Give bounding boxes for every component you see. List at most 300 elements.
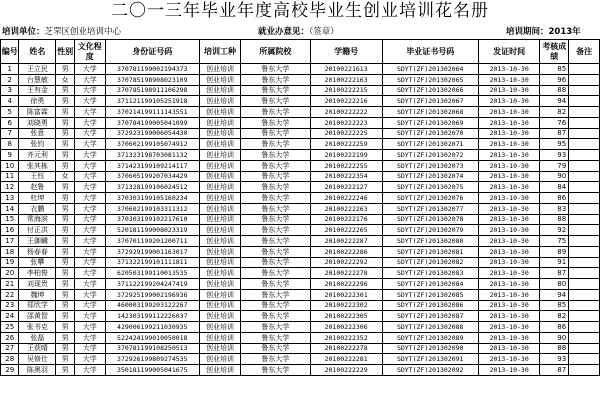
row-school-cell: 鲁东大学 xyxy=(240,332,310,343)
row-id-number-cell: 372929199001163017 xyxy=(105,246,199,257)
row-issue-date-cell: 2013-10-30 xyxy=(478,365,540,376)
row-id-number-cell: 371323198703081132 xyxy=(105,150,199,161)
row-id-number-cell: 620503199110013535 xyxy=(105,268,199,279)
table-row xyxy=(1,365,600,376)
row-name-cell: 赵鲁 xyxy=(19,182,56,193)
row-id-number-cell: 370602199105074912 xyxy=(105,139,199,150)
row-training-type-cell: 创业培训 xyxy=(199,74,240,85)
row-school-cell: 鲁东大学 xyxy=(240,128,310,139)
row-training-type-cell: 创业培训 xyxy=(199,225,240,236)
row-gender-cell: 男 xyxy=(56,160,74,171)
row-education-cell: 大学 xyxy=(74,225,105,236)
row-name-cell: 常海滨 xyxy=(19,214,56,225)
row-score-cell: 91 xyxy=(540,257,569,268)
row-school-cell: 鲁东大学 xyxy=(240,117,310,128)
row-training-type-cell: 创业培训 xyxy=(199,246,240,257)
row-certificate-number-cell: SDYT(ZF)201302079 xyxy=(382,225,478,236)
row-id-number-cell: 429006199211030935 xyxy=(105,322,199,333)
row-issue-date-cell: 2013-10-30 xyxy=(478,64,540,75)
row-score-cell: 87 xyxy=(540,128,569,139)
row-school-cell: 鲁东大学 xyxy=(240,322,310,333)
row-training-type-cell: 创业培训 xyxy=(199,139,240,150)
table-row xyxy=(1,354,600,365)
row-id-number-cell: 372926199809274535 xyxy=(105,354,199,365)
table-row xyxy=(1,64,600,75)
col-gender-header: 性别 xyxy=(56,40,74,64)
row-remarks-cell xyxy=(569,300,600,311)
row-issue-date-cell: 2013-10-30 xyxy=(478,139,540,150)
col-certificate-number-header: 毕业证书号码 xyxy=(382,40,478,64)
row-student-number-cell: 20100222225 xyxy=(310,128,382,139)
training-period-value: 2013年 xyxy=(548,27,581,37)
row-student-number-cell: 20100222163 xyxy=(310,74,382,85)
row-name-cell: 台慧敏 xyxy=(19,74,56,85)
row-certificate-number-cell: SDYT(ZF)201302065 xyxy=(382,74,478,85)
row-gender-cell: 男 xyxy=(56,257,74,268)
row-certificate-number-cell: SDYT(ZF)201302069 xyxy=(382,117,478,128)
row-id-cell: 5 xyxy=(1,107,19,118)
row-school-cell: 鲁东大学 xyxy=(240,365,310,376)
row-certificate-number-cell: SDYT(ZF)201302080 xyxy=(382,236,478,247)
col-training-type-header: 培训工种 xyxy=(199,40,240,64)
row-name-cell: 徐勇 xyxy=(19,96,56,107)
row-student-number-cell: 20100222278 xyxy=(310,268,382,279)
row-certificate-number-cell: SDYT(ZF)201302081 xyxy=(382,246,478,257)
row-score-cell: 87 xyxy=(540,268,569,279)
row-gender-cell: 男 xyxy=(56,203,74,214)
table-row xyxy=(1,171,600,182)
row-gender-cell: 男 xyxy=(56,332,74,343)
row-score-cell: 90 xyxy=(540,171,569,182)
row-education-cell: 大学 xyxy=(74,96,105,107)
row-name-cell: 王立民 xyxy=(19,64,56,75)
row-education-cell: 大学 xyxy=(74,214,105,225)
row-student-number-cell: 20100222286 xyxy=(310,246,382,257)
row-education-cell: 大学 xyxy=(74,311,105,322)
training-unit-label: 培训单位： xyxy=(2,27,45,37)
col-id-header: 编号 xyxy=(1,40,19,64)
table-row xyxy=(1,96,600,107)
row-score-cell: 88 xyxy=(540,343,569,354)
roster-table xyxy=(0,39,600,376)
row-id-number-cell: 372925199002196936 xyxy=(105,289,199,300)
row-gender-cell: 男 xyxy=(56,107,74,118)
row-certificate-number-cell: SDYT(ZF)201302071 xyxy=(382,139,478,150)
row-issue-date-cell: 2013-10-30 xyxy=(478,300,540,311)
employment-office-value: （签章） xyxy=(309,27,339,37)
row-training-type-cell: 创业培训 xyxy=(199,332,240,343)
row-remarks-cell xyxy=(569,193,600,204)
training-unit-value: 芝罘区创业培训中心 xyxy=(44,27,122,37)
row-training-type-cell: 创业培训 xyxy=(199,96,240,107)
row-name-cell: 张攀 xyxy=(19,257,56,268)
row-id-cell: 8 xyxy=(1,139,19,150)
row-school-cell: 鲁东大学 xyxy=(240,150,310,161)
row-id-cell: 13 xyxy=(1,193,19,204)
row-school-cell: 鲁东大学 xyxy=(240,193,310,204)
table-row xyxy=(1,182,600,193)
row-certificate-number-cell: SDYT(ZF)201302073 xyxy=(382,160,478,171)
row-remarks-cell xyxy=(569,289,600,300)
row-name-cell: 李柏俊 xyxy=(19,268,56,279)
row-name-cell: 郑欣学 xyxy=(19,300,56,311)
row-education-cell: 大学 xyxy=(74,354,105,365)
training-unit xyxy=(2,25,121,39)
row-school-cell: 鲁东大学 xyxy=(240,246,310,257)
row-id-cell: 1 xyxy=(1,64,19,75)
row-certificate-number-cell: SDYT(ZF)201302087 xyxy=(382,311,478,322)
row-id-number-cell: 370303199105160234 xyxy=(105,193,199,204)
row-score-cell: 92 xyxy=(540,225,569,236)
row-training-type-cell: 创业培训 xyxy=(199,311,240,322)
table-row xyxy=(1,236,600,247)
row-school-cell: 鲁东大学 xyxy=(240,268,310,279)
row-id-cell: 15 xyxy=(1,214,19,225)
row-issue-date-cell: 2013-10-30 xyxy=(478,236,540,247)
row-score-cell: 96 xyxy=(540,74,569,85)
row-student-number-cell: 20100222296 xyxy=(310,279,382,290)
row-gender-cell: 男 xyxy=(56,236,74,247)
row-certificate-number-cell: SDYT(ZF)201302067 xyxy=(382,96,478,107)
row-score-cell: 84 xyxy=(540,182,569,193)
table-row xyxy=(1,300,600,311)
row-gender-cell: 男 xyxy=(56,365,74,376)
training-period xyxy=(506,25,581,39)
row-id-number-cell: 142303199112226037 xyxy=(105,311,199,322)
row-score-cell: 83 xyxy=(540,203,569,214)
col-score-header: 考核成绩 xyxy=(540,40,569,64)
row-score-cell: 86 xyxy=(540,193,569,204)
row-gender-cell: 男 xyxy=(56,64,74,75)
row-training-type-cell: 创业培训 xyxy=(199,171,240,182)
table-row xyxy=(1,150,600,161)
row-gender-cell: 男 xyxy=(56,268,74,279)
row-id-cell: 11 xyxy=(1,171,19,182)
row-remarks-cell xyxy=(569,171,600,182)
row-remarks-cell xyxy=(569,322,600,333)
row-gender-cell: 女 xyxy=(56,171,74,182)
row-certificate-number-cell: SDYT(ZF)201302077 xyxy=(382,203,478,214)
row-id-number-cell: 370781199108250513 xyxy=(105,343,199,354)
row-issue-date-cell: 2013-10-30 xyxy=(478,343,540,354)
row-training-type-cell: 创业培训 xyxy=(199,182,240,193)
row-issue-date-cell: 2013-10-30 xyxy=(478,128,540,139)
row-school-cell: 鲁东大学 xyxy=(240,160,310,171)
col-id-number-header: 身份证号码 xyxy=(105,40,199,64)
row-education-cell: 大学 xyxy=(74,322,105,333)
table-row xyxy=(1,322,600,333)
row-id-number-cell: 372923199006054430 xyxy=(105,128,199,139)
row-id-number-cell: 370303199102217610 xyxy=(105,214,199,225)
row-score-cell: 76 xyxy=(540,117,569,128)
row-certificate-number-cell: SDYT(ZF)201302090 xyxy=(382,343,478,354)
employment-office-opinion xyxy=(258,25,339,39)
row-issue-date-cell: 2013-10-30 xyxy=(478,332,540,343)
row-remarks-cell xyxy=(569,246,600,257)
row-education-cell: 大学 xyxy=(74,193,105,204)
row-issue-date-cell: 2013-10-30 xyxy=(478,74,540,85)
table-row xyxy=(1,85,600,96)
row-name-cell: 杨春春 xyxy=(19,246,56,257)
row-remarks-cell xyxy=(569,117,600,128)
row-student-number-cell: 20100222246 xyxy=(310,193,382,204)
table-row xyxy=(1,193,600,204)
row-name-cell: 张钧 xyxy=(19,139,56,150)
row-school-cell: 鲁东大学 xyxy=(240,96,310,107)
row-training-type-cell: 创业培训 xyxy=(199,85,240,96)
row-school-cell: 鲁东大学 xyxy=(240,343,310,354)
row-training-type-cell: 创业培训 xyxy=(199,279,240,290)
row-education-cell: 大学 xyxy=(74,332,105,343)
row-issue-date-cell: 2013-10-30 xyxy=(478,354,540,365)
row-education-cell: 大学 xyxy=(74,139,105,150)
row-school-cell: 鲁东大学 xyxy=(240,257,310,268)
row-id-cell: 2 xyxy=(1,74,19,85)
row-certificate-number-cell: SDYT(ZF)201302064 xyxy=(382,64,478,75)
row-training-type-cell: 创业培训 xyxy=(199,268,240,279)
row-remarks-cell xyxy=(569,343,600,354)
row-id-number-cell: 370701199201200711 xyxy=(105,236,199,247)
row-training-type-cell: 创业培训 xyxy=(199,203,240,214)
row-id-number-cell: 370781199002194373 xyxy=(105,64,199,75)
row-education-cell: 大学 xyxy=(74,107,105,118)
row-student-number-cell: 20100222229 xyxy=(310,365,382,376)
table-row xyxy=(1,139,600,150)
row-gender-cell: 男 xyxy=(56,117,74,128)
row-name-cell: 王有金 xyxy=(19,85,56,96)
row-id-cell: 17 xyxy=(1,236,19,247)
row-issue-date-cell: 2013-10-30 xyxy=(478,117,540,128)
table-row xyxy=(1,279,600,290)
row-gender-cell: 男 xyxy=(56,182,74,193)
row-certificate-number-cell: SDYT(ZF)201302084 xyxy=(382,279,478,290)
row-name-cell: 张书克 xyxy=(19,322,56,333)
header-row xyxy=(1,40,600,64)
row-education-cell: 大学 xyxy=(74,150,105,161)
row-student-number-cell: 20100222222 xyxy=(310,107,382,118)
row-gender-cell: 男 xyxy=(56,246,74,257)
row-gender-cell: 男 xyxy=(56,139,74,150)
row-education-cell: 大学 xyxy=(74,343,105,354)
row-remarks-cell xyxy=(569,160,600,171)
row-score-cell: 79 xyxy=(540,160,569,171)
row-id-number-cell: 460003199203122267 xyxy=(105,300,199,311)
row-id-cell: 29 xyxy=(1,365,19,376)
row-training-type-cell: 创业培训 xyxy=(199,150,240,161)
row-education-cell: 大学 xyxy=(74,171,105,182)
row-name-cell: 王御麟 xyxy=(19,236,56,247)
row-name-cell: 王获晴 xyxy=(19,343,56,354)
row-name-cell: 吴修仕 xyxy=(19,354,56,365)
row-certificate-number-cell: SDYT(ZF)201302083 xyxy=(382,268,478,279)
row-school-cell: 鲁东大学 xyxy=(240,236,310,247)
row-score-cell: 90 xyxy=(540,332,569,343)
row-school-cell: 鲁东大学 xyxy=(240,182,310,193)
table-row xyxy=(1,246,600,257)
row-id-cell: 7 xyxy=(1,128,19,139)
row-remarks-cell xyxy=(569,311,600,322)
row-name-cell: 王钰 xyxy=(19,171,56,182)
row-certificate-number-cell: SDYT(ZF)201302088 xyxy=(382,322,478,333)
row-id-cell: 25 xyxy=(1,322,19,333)
row-certificate-number-cell: SDYT(ZF)201302085 xyxy=(382,289,478,300)
row-name-cell: 魏坤 xyxy=(19,289,56,300)
row-certificate-number-cell: SDYT(ZF)201302066 xyxy=(382,85,478,96)
row-name-cell: 张磊 xyxy=(19,332,56,343)
row-score-cell: 86 xyxy=(540,322,569,333)
training-period-label: 培训期间： xyxy=(506,27,549,37)
row-school-cell: 鲁东大学 xyxy=(240,225,310,236)
row-gender-cell: 男 xyxy=(56,214,74,225)
row-gender-cell: 男 xyxy=(56,311,74,322)
row-issue-date-cell: 2013-10-30 xyxy=(478,311,540,322)
row-school-cell: 鲁东大学 xyxy=(240,139,310,150)
row-id-number-cell: 370602199103311312 xyxy=(105,203,199,214)
table-row xyxy=(1,160,600,171)
row-certificate-number-cell: SDYT(ZF)201302091 xyxy=(382,354,478,365)
row-name-cell: 刘晓勇 xyxy=(19,117,56,128)
row-training-type-cell: 创业培训 xyxy=(199,365,240,376)
col-student-number-header: 学籍号 xyxy=(310,40,382,64)
row-school-cell: 鲁东大学 xyxy=(240,214,310,225)
row-issue-date-cell: 2013-10-30 xyxy=(478,182,540,193)
row-issue-date-cell: 2013-10-30 xyxy=(478,85,540,96)
row-certificate-number-cell: SDYT(ZF)201302082 xyxy=(382,257,478,268)
row-gender-cell: 女 xyxy=(56,74,74,85)
row-student-number-cell: 20100222352 xyxy=(310,332,382,343)
row-remarks-cell xyxy=(569,354,600,365)
row-training-type-cell: 创业培训 xyxy=(199,117,240,128)
row-id-cell: 23 xyxy=(1,300,19,311)
row-id-cell: 26 xyxy=(1,332,19,343)
row-id-cell: 14 xyxy=(1,203,19,214)
row-name-cell: 衣鹏 xyxy=(19,203,56,214)
row-student-number-cell: 20100222176 xyxy=(310,214,382,225)
row-certificate-number-cell: SDYT(ZF)201302068 xyxy=(382,107,478,118)
row-score-cell: 89 xyxy=(540,246,569,257)
row-remarks-cell xyxy=(569,225,600,236)
row-student-number-cell: 20100222127 xyxy=(310,182,382,193)
row-id-cell: 9 xyxy=(1,150,19,161)
row-remarks-cell xyxy=(569,332,600,343)
row-certificate-number-cell: SDYT(ZF)201302075 xyxy=(382,182,478,193)
table-row xyxy=(1,128,600,139)
row-school-cell: 鲁东大学 xyxy=(240,171,310,182)
row-id-number-cell: 371423199109214117 xyxy=(105,160,199,171)
row-issue-date-cell: 2013-10-30 xyxy=(478,279,540,290)
table-row xyxy=(1,117,600,128)
row-gender-cell: 男 xyxy=(56,289,74,300)
row-id-cell: 27 xyxy=(1,343,19,354)
row-name-cell: 张意 xyxy=(19,128,56,139)
row-gender-cell: 男 xyxy=(56,150,74,161)
row-id-cell: 19 xyxy=(1,257,19,268)
row-issue-date-cell: 2013-10-30 xyxy=(478,193,540,204)
row-id-cell: 28 xyxy=(1,354,19,365)
row-remarks-cell xyxy=(569,279,600,290)
row-gender-cell: 男 xyxy=(56,128,74,139)
row-education-cell: 大学 xyxy=(74,279,105,290)
row-score-cell: 95 xyxy=(540,139,569,150)
row-education-cell: 大学 xyxy=(74,236,105,247)
row-id-number-cell: 370605199207034429 xyxy=(105,171,199,182)
table-row xyxy=(1,74,600,85)
row-issue-date-cell: 2013-10-30 xyxy=(478,225,540,236)
row-remarks-cell xyxy=(569,268,600,279)
row-gender-cell: 男 xyxy=(56,225,74,236)
row-education-cell: 大学 xyxy=(74,117,105,128)
row-gender-cell: 男 xyxy=(56,279,74,290)
row-score-cell: 88 xyxy=(540,214,569,225)
row-remarks-cell xyxy=(569,74,600,85)
row-issue-date-cell: 2013-10-30 xyxy=(478,214,540,225)
row-id-cell: 21 xyxy=(1,279,19,290)
row-education-cell: 大学 xyxy=(74,182,105,193)
row-school-cell: 鲁东大学 xyxy=(240,74,310,85)
row-remarks-cell xyxy=(569,365,600,376)
row-training-type-cell: 创业培训 xyxy=(199,64,240,75)
row-student-number-cell: 20100222301 xyxy=(310,289,382,300)
row-student-number-cell: 20100222354 xyxy=(310,171,382,182)
row-name-cell: 邵黄智 xyxy=(19,311,56,322)
row-student-number-cell: 20100222223 xyxy=(310,117,382,128)
row-education-cell: 大学 xyxy=(74,85,105,96)
col-education-header: 文化程度 xyxy=(74,40,105,64)
row-issue-date-cell: 2013-10-30 xyxy=(478,160,540,171)
row-gender-cell: 男 xyxy=(56,193,74,204)
row-school-cell: 鲁东大学 xyxy=(240,354,310,365)
row-gender-cell: 男 xyxy=(56,354,74,365)
row-name-cell: 张其栋 xyxy=(19,160,56,171)
row-education-cell: 大学 xyxy=(74,74,105,85)
row-id-cell: 6 xyxy=(1,117,19,128)
row-certificate-number-cell: SDYT(ZF)201302086 xyxy=(382,300,478,311)
row-school-cell: 鲁东大学 xyxy=(240,289,310,300)
row-gender-cell: 男 xyxy=(56,85,74,96)
row-student-number-cell: 20100222263 xyxy=(310,203,382,214)
row-id-cell: 22 xyxy=(1,289,19,300)
row-remarks-cell xyxy=(569,96,600,107)
row-score-cell: 88 xyxy=(540,85,569,96)
table-body xyxy=(1,64,600,376)
row-student-number-cell: 20100222305 xyxy=(310,311,382,322)
row-name-cell: 刘现贵 xyxy=(19,279,56,290)
table-row xyxy=(1,107,600,118)
table-row xyxy=(1,289,600,300)
row-id-cell: 24 xyxy=(1,311,19,322)
table-row xyxy=(1,225,600,236)
row-student-number-cell: 20100222215 xyxy=(310,85,382,96)
row-issue-date-cell: 2013-10-30 xyxy=(478,246,540,257)
row-remarks-cell xyxy=(569,150,600,161)
row-issue-date-cell: 2013-10-30 xyxy=(478,150,540,161)
row-id-cell: 3 xyxy=(1,85,19,96)
row-student-number-cell: 20100222259 xyxy=(310,139,382,150)
table-row xyxy=(1,311,600,322)
row-training-type-cell: 创业培训 xyxy=(199,214,240,225)
row-issue-date-cell: 2013-10-30 xyxy=(478,203,540,214)
row-education-cell: 大学 xyxy=(74,160,105,171)
row-id-number-cell: 370214199111143551 xyxy=(105,107,199,118)
row-id-cell: 10 xyxy=(1,160,19,171)
row-name-cell: 付正洪 xyxy=(19,225,56,236)
row-student-number-cell: 20100222255 xyxy=(310,160,382,171)
row-remarks-cell xyxy=(569,107,600,118)
row-school-cell: 鲁东大学 xyxy=(240,64,310,75)
row-training-type-cell: 创业培训 xyxy=(199,107,240,118)
row-student-number-cell: 20100222278 xyxy=(310,343,382,354)
row-score-cell: 85 xyxy=(540,64,569,75)
